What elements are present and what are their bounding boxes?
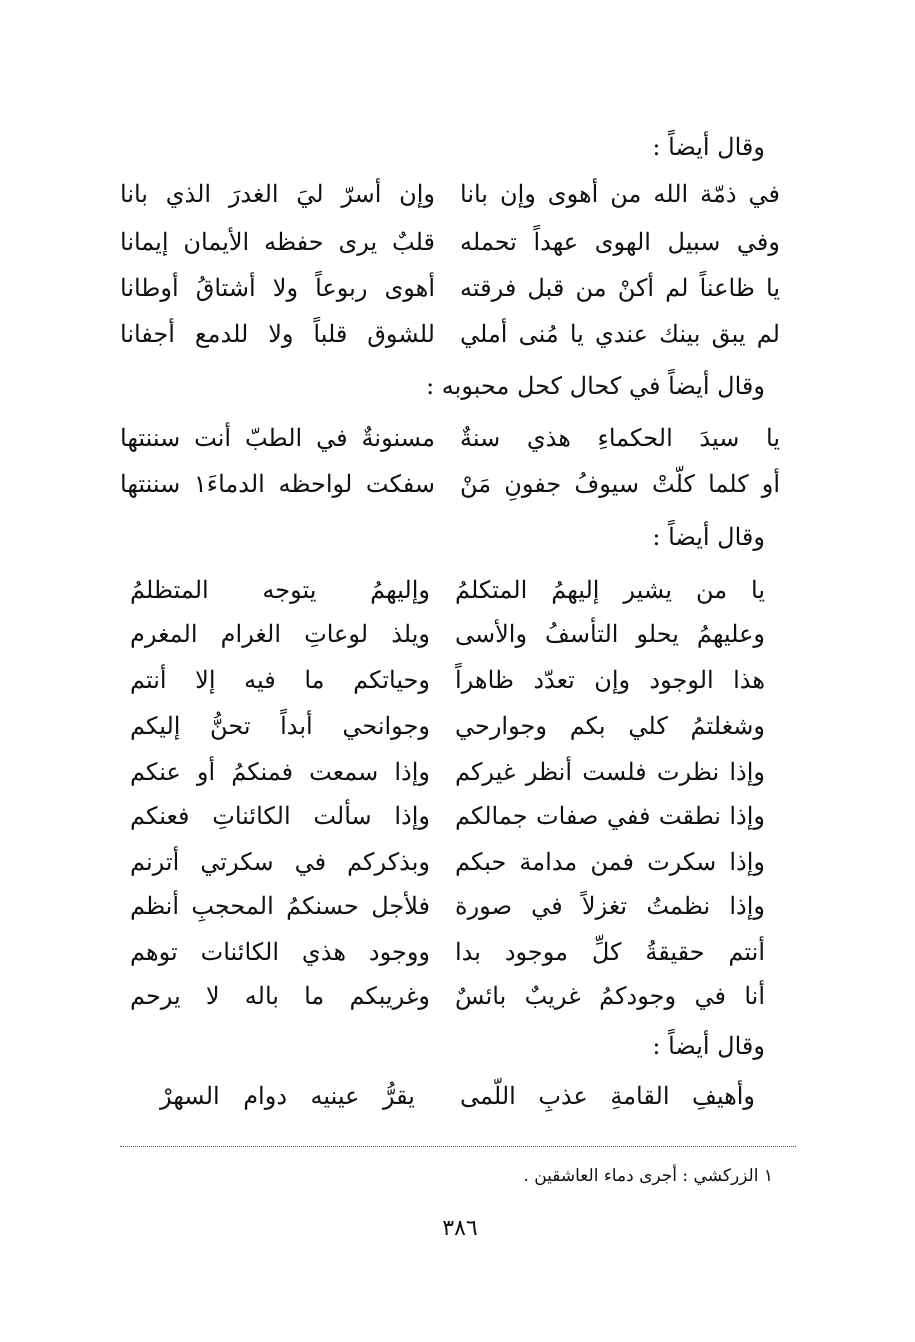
verse-line xyxy=(0,424,915,464)
verse-first-half: وإذا نظمتُ تغزلاً في صورة xyxy=(455,892,765,920)
verse-second-half: وغريبكم ما باله لا يرحم xyxy=(130,982,430,1010)
section-heading: وقال أيضاً : xyxy=(652,133,765,161)
verse-first-half: في ذمّة الله من أهوى وإن بانا xyxy=(460,180,780,208)
verse-second-half: وبذكركم في سكرتي أترنم xyxy=(130,848,430,876)
verse-line xyxy=(0,712,915,752)
verse-second-half: وإذا سمعت فمنكمُ أو عنكم xyxy=(130,758,430,786)
footnote-divider xyxy=(120,1146,796,1147)
verse-line xyxy=(0,938,915,978)
verse-line xyxy=(0,1082,915,1122)
verse-first-half: وعليهمُ يحلو التأسفُ والأسى xyxy=(455,620,765,648)
verse-second-half: ويلذ لوعاتِ الغرام المغرم xyxy=(130,620,430,648)
verse-line xyxy=(0,802,915,842)
verse-second-half: للشوق قلباً ولا للدمع أجفانا xyxy=(120,320,435,348)
section-heading: وقال أيضاً في كحال كحل محبوبه : xyxy=(426,372,765,400)
section-heading: وقال أيضاً : xyxy=(652,1032,765,1060)
verse-line xyxy=(0,320,915,360)
verse-second-half: وحياتكم ما فيه إلا أنتم xyxy=(130,666,430,694)
verse-line xyxy=(0,576,915,616)
verse-first-half: أنا في وجودكمُ غريبٌ بائسٌ xyxy=(455,982,765,1010)
verse-second-half: قلبٌ يرى حفظه الأيمان إيمانا xyxy=(120,228,435,256)
verse-second-half: مسنونةٌ في الطبّ أنت سننتها xyxy=(120,424,435,452)
verse-second-half: يقرُّ عينيه دوام السهرْ xyxy=(160,1082,415,1110)
verse-second-half: وإن أسرّ ليَ الغدرَ الذي بانا xyxy=(120,180,435,208)
verse-first-half: هذا الوجود وإن تعدّد ظاهراً xyxy=(455,666,765,694)
verse-line xyxy=(0,274,915,314)
section-heading: وقال أيضاً : xyxy=(652,523,765,551)
verse-second-half: وإليهمُ يتوجه المتظلمُ xyxy=(130,576,430,604)
verse-line xyxy=(0,982,915,1022)
verse-first-half: وإذا سكرت فمن مدامة حبكم xyxy=(455,848,765,876)
verse-first-half: يا سيدَ الحكماءِ هذي سنةٌ xyxy=(460,424,780,452)
verse-line xyxy=(0,892,915,932)
verse-first-half: يا ظاعناً لم أكنْ من قبل فرقته xyxy=(460,274,780,302)
verse-line xyxy=(0,228,915,268)
verse-first-half: وفي سبيل الهوى عهداً تحمله xyxy=(460,228,780,256)
verse-first-half: وأهيفِ القامةِ عذبِ اللّمى xyxy=(460,1082,755,1110)
verse-second-half: أهوى ربوعاً ولا أشتاقُ أوطانا xyxy=(120,274,435,302)
verse-line xyxy=(0,470,915,510)
verse-first-half: أنتم حقيقةُ كلِّ موجود بدا xyxy=(455,938,765,966)
verse-line xyxy=(0,666,915,706)
verse-second-half: ووجود هذي الكائنات توهم xyxy=(130,938,430,966)
verse-second-half: فلأجل حسنكمُ المحجبِ أنظم xyxy=(130,892,430,920)
verse-line xyxy=(0,848,915,888)
verse-line xyxy=(0,620,915,660)
verse-first-half: وإذا نظرت فلست أنظر غيركم xyxy=(455,758,765,786)
verse-second-half: وإذا سألت الكائناتِ فعنكم xyxy=(130,802,430,830)
verse-second-half: سفكت لواحظه الدماءَ١ سننتها xyxy=(120,470,435,498)
verse-first-half: وشغلتمُ كلي بكم وجوارحي xyxy=(455,712,765,740)
verse-line xyxy=(0,180,915,220)
verse-second-half: وجوانحي أبداً تحنُّ إليكم xyxy=(130,712,430,740)
verse-line xyxy=(0,758,915,798)
verse-first-half: لم يبق بينك عندي يا مُنى أملي xyxy=(460,320,780,348)
verse-first-half: أو كلما كلّتْ سيوفُ جفونِ مَنْ xyxy=(460,470,780,498)
verse-first-half: وإذا نطقت ففي صفات جمالكم xyxy=(455,802,765,830)
page-number: ٣٨٦ xyxy=(442,1216,478,1241)
footnote: ١ الزركشي : أجرى دماء العاشقين . xyxy=(523,1166,773,1186)
verse-first-half: يا من يشير إليهمُ المتكلمُ xyxy=(455,576,765,604)
